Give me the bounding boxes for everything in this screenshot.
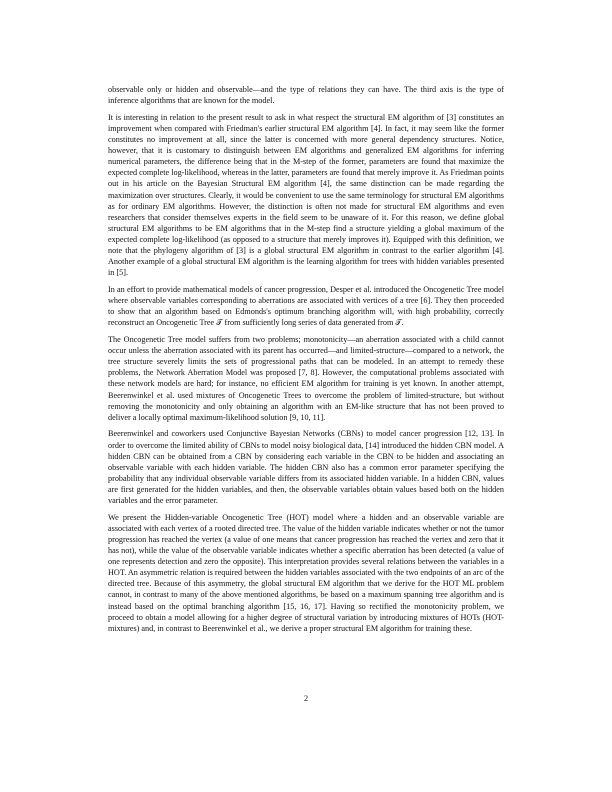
page-number: 2 — [303, 694, 309, 703]
paragraph-4: The Oncogenetic Tree model suffers from two problems; monotonicity—an aberration associated with a child cannot occur unless the aberration associated with its parent has occurred—and limited-structure—compared to a network, the tree structure severely limits the sets of progressional paths that can be modeled. In an attempt to remedy these problems, the Network Aberration Model was proposed [7, 8]. However, the computational problems associated with these network models are hard; for instance, no efficient EM algorithm for training is yet known. In another attempt, Beerenwinkel et al. used mixtures of Oncogenetic Trees to overcome the problem of limited-structure, but without removing the monotonicity and only obtaining an algorithm with an EM-like structure that has not been proved to deliver a locally optimal maximum-likelihood solution [9, 10, 11]. — [108, 335, 504, 422]
paragraph-3: In an effort to provide mathematical models of cancer progression, Desper et al. introduced the Oncogenetic Tree model where observable variables corresponding to aberrations are associated with vertices of a tree [6]. They then proceeded to show that an algorithm based on Edmonds's optimum branching algorithm will, with high probability, correctly reconstruct an Oncogenetic Tree 𝒯 from sufficiently long series of data generated from 𝒯. — [108, 284, 504, 328]
paragraph-1: observable only or hidden and observable—and the type of relations they can have. The third axis is the type of inference algorithms that are known for the model. — [108, 85, 504, 106]
body-text — [108, 84, 504, 640]
paragraph-2: It is interesting in relation to the present result to ask in what respect the structural EM algorithm of [3] constitutes an improvement when compared with Friedman's earlier structural EM algorithm [4]. In fact, it may seem like the former constitutes no improvement at all, since the latter is concerned with more general dependency structures. Notice, however, that it is customary to distinguish between EM algorithms and generalized EM algorithms for inferring numerical parameters, the difference being that in the M-step of the former, parameters are found that maximize the expected complete log-likelihood, whereas in the latter, parameters are found that merely improve it. As Friedman points out in his article on the Bayesian Structural EM algorithm [4], the same distinction can be made regarding the maximization over structures. Clearly, it would be convenient to use the same terminology for structural EM algorithms as for ordinary EM algorithms. However, the distinction is often not made for structural EM algorithms and even researchers that consider themselves experts in the field seem to be unaware of it. For this reason, we define global structural EM algorithms to be EM algorithms that in the M-step find a structure yielding a global maximum of the expected complete log-likelihood (as opposed to a structure that merely improves it). Equipped with this definition, we note that the phylogeny algorithm of [3] is a global structural EM algorithm in contrast to the earlier algorithm [4]. Another example of a global structural EM algorithm is the learning algorithm for trees with hidden variables presented in [5]. — [108, 112, 504, 278]
paragraph-5: Beerenwinkel and coworkers used Conjunctive Bayesian Networks (CBNs) to model cancer progression [12, 13]. In order to overcome the limited ability of CBNs to model noisy biological data, [14] introduced the hidden CBN model. A hidden CBN can be obtained from a CBN by considering each variable in the CBN to be hidden and associating an observable variable with each hidden variable. The hidden CBN also has a common error parameter specifying the probability that any individual observable variable differs from its associated hidden variable. In a hidden CBN, values are first generated for the hidden variables, and then, the observable variables obtain values based both on the hidden variables and the error parameter. — [108, 429, 504, 506]
paragraph-6: We present the Hidden-variable Oncogenetic Tree (HOT) model where a hidden and an observable variable are associated with each vertex of a rooted directed tree. The value of the hidden variable indicates whether or not the tumor progression has reached the vertex (a value of one means that cancer progression has reached the vertex and zero that it has not), while the value of the observable variable indicates whether a specific aberration has been detected (a value of one represents detection and zero the opposite). This interpretation provides several relations between the variables in a HOT. An asymmetric relation is required between the hidden variables associated with the two endpoints of an arc of the directed tree. Because of this asymmetry, the global structural EM algorithm that we derive for the HOT ML problem cannot, in contrast to many of the above mentioned algorithms, be based on a maximum spanning tree algorithm and is instead based on the optimal branching algorithm [15, 16, 17]. Having so rectified the monotonicity problem, we proceed to obtain a model allowing for a higher degree of structural variation by introducing mixtures of HOTs (HOT-mixtures) and, in contrast to Beerenwinkel et al., we derive a proper structural EM algorithm for training these. — [108, 512, 504, 633]
